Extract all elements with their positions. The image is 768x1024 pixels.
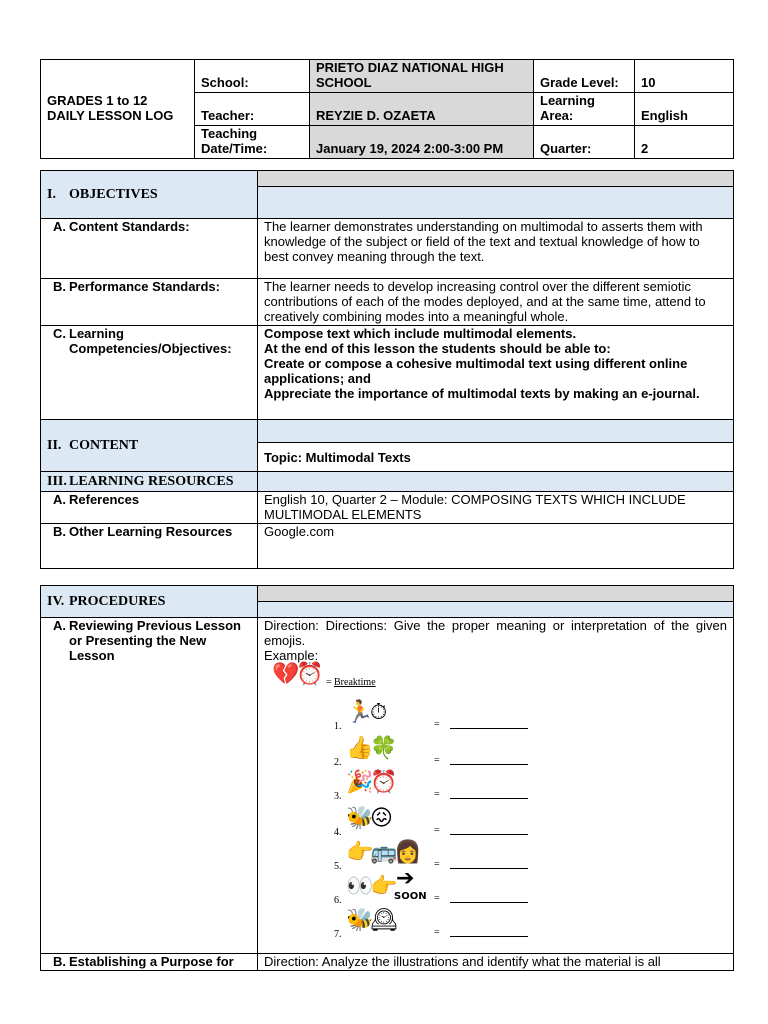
lesson-log-header-table — [40, 59, 734, 159]
objectives-table — [40, 170, 734, 569]
bee-icon: 🐝 — [346, 806, 374, 831]
quarter-value: 2 — [635, 126, 734, 159]
purpose-letter: B. — [53, 954, 66, 969]
objectives-strip — [258, 171, 734, 187]
content-standards-label-text: Content Standards: — [69, 219, 190, 234]
competencies-label — [41, 326, 258, 420]
review-lesson-label-text: Reviewing Previous Lesson or Presenting the New Lesson — [69, 618, 241, 663]
item-number-4: 4. — [334, 827, 342, 838]
procedures-blank — [258, 602, 734, 618]
answer-blank-3 — [450, 798, 528, 799]
answer-blank-2 — [450, 764, 528, 765]
bee-icon: 🐝 — [346, 908, 374, 933]
four-leaf-clover-icon: 🍀 — [370, 736, 398, 761]
competency-line-3: Create or compose a cohesive multimodal text using different online applications; and — [264, 356, 688, 386]
pointing-hand-icon: 👉 — [370, 874, 398, 899]
competency-line-1: Compose text which include multimodal elements. — [264, 326, 577, 341]
example-answer: Breaktime — [334, 677, 376, 688]
worried-face-icon: 😖 — [370, 806, 393, 831]
item-equals-2: = — [434, 755, 440, 766]
clock-icon: 🕰 — [370, 908, 398, 933]
other-resources-letter: B. — [53, 524, 66, 539]
content-numeral: II. — [47, 438, 62, 453]
procedures-heading-text: PROCEDURES — [69, 594, 166, 609]
content-topic: Topic: Multimodal Texts — [258, 443, 734, 472]
references-letter: A. — [53, 492, 66, 507]
competencies-label-text: Learning Competencies/Objectives: — [69, 326, 232, 356]
item-number-5: 5. — [334, 861, 342, 872]
content-heading — [41, 420, 258, 472]
item-equals-7: = — [434, 927, 440, 938]
pointing-hand-icon: 👉 — [346, 840, 374, 865]
resources-blank — [258, 472, 734, 492]
content-blank — [258, 420, 734, 443]
performance-standards-label — [41, 279, 258, 326]
resources-heading — [41, 472, 258, 492]
item-number-6: 6. — [334, 895, 342, 906]
school-label: School: — [195, 60, 310, 93]
references-label-text: References — [69, 492, 140, 507]
procedures-table — [40, 585, 734, 971]
grade-label: Grade Level: — [534, 60, 635, 93]
other-resources-label-text: Other Learning Resources — [69, 524, 233, 539]
content-standards-text: The learner demonstrates understanding on multimodal to asserts them with knowledge of the subject or field of the text and textual knowledge of how to best convey meaning through the text. — [258, 219, 734, 279]
review-lesson-content — [258, 618, 734, 954]
purpose-text: Direction: Analyze the illustrations and identify what the material is all — [258, 954, 734, 971]
objectives-heading-text: OBJECTIVES — [69, 187, 158, 202]
alarm-clock-icon: ⏰ — [296, 662, 324, 687]
content-standards-label — [41, 219, 258, 279]
purpose-label-text: Establishing a Purpose for — [69, 954, 234, 969]
party-popper-icon: 🎉 — [346, 770, 374, 795]
competency-line-2: At the end of this lesson the students should be able to: — [264, 341, 611, 356]
example-label: Example: — [264, 648, 319, 663]
item-equals-3: = — [434, 789, 440, 800]
example-equals: = — [326, 677, 332, 688]
lesson-log-title — [41, 60, 195, 159]
item-number-2: 2. — [334, 757, 342, 768]
title-line-1: GRADES 1 to 12 — [47, 93, 148, 108]
references-label — [41, 492, 258, 524]
performance-standards-letter: B. — [53, 279, 66, 294]
eyes-icon: 👀 — [346, 874, 374, 899]
answer-blank-7 — [450, 936, 528, 937]
area-label: Learning Area: — [534, 93, 635, 126]
answer-blank-4 — [450, 834, 528, 835]
item-number-3: 3. — [334, 791, 342, 802]
teacher-value: REYZIE D. OZAETA — [310, 93, 534, 126]
other-resources-label — [41, 524, 258, 569]
emoji-direction: Direction: Directions: Give the proper meaning or interpretation of the given emojis. — [264, 618, 727, 648]
item-equals-1: = — [434, 719, 440, 730]
competency-line-4: Appreciate the importance of multimodal texts by making an e-journal. — [264, 386, 700, 401]
resources-numeral: III. — [47, 474, 67, 489]
competencies-text — [258, 326, 734, 420]
bus-icon: 🚌 — [370, 840, 398, 865]
resources-heading-text: LEARNING RESOURCES — [69, 474, 234, 489]
answer-blank-5 — [450, 868, 528, 869]
procedures-strip — [258, 586, 734, 602]
objectives-blank — [258, 187, 734, 219]
running-person-icon: 🏃 — [346, 700, 374, 725]
content-standards-letter: A. — [53, 219, 66, 234]
teacher-label: Teacher: — [195, 93, 310, 126]
item-equals-5: = — [434, 859, 440, 870]
answer-blank-6 — [450, 902, 528, 903]
emoji-exercise — [264, 663, 727, 953]
review-lesson-letter: A. — [53, 618, 66, 633]
other-resources-text: Google.com — [258, 524, 734, 569]
title-line-2: DAILY LESSON LOG — [47, 108, 174, 123]
soon-label: SOON — [394, 891, 427, 902]
stopwatch-icon: ⏱ — [370, 700, 388, 725]
broken-heart-icon: 💔 — [272, 662, 300, 687]
answer-blank-1 — [450, 728, 528, 729]
procedures-heading — [41, 586, 258, 618]
performance-standards-text: The learner needs to develop increasing control over the different semiotic contributions of each of the modes deployed, and at the same time, attend to creatively combining modes into a meaningful whole. — [258, 279, 734, 326]
date-value: January 19, 2024 2:00-3:00 PM — [310, 126, 534, 159]
objectives-heading — [41, 171, 258, 219]
grade-value: 10 — [635, 60, 734, 93]
content-heading-text: CONTENT — [69, 438, 139, 453]
item-number-1: 1. — [334, 721, 342, 732]
alarm-clock-icon: ⏰ — [370, 770, 398, 795]
objectives-numeral: I. — [47, 187, 56, 202]
item-equals-4: = — [434, 825, 440, 836]
school-value: PRIETO DIAZ NATIONAL HIGH SCHOOL — [310, 60, 534, 93]
date-label: Teaching Date/Time: — [195, 126, 310, 159]
purpose-label — [41, 954, 258, 971]
area-value: English — [635, 93, 734, 126]
competencies-letter: C. — [53, 326, 66, 341]
soon-arrow-icon: ➔ — [396, 866, 415, 891]
item-equals-6: = — [434, 893, 440, 904]
quarter-label: Quarter: — [534, 126, 635, 159]
woman-face-icon: 👩 — [394, 840, 422, 865]
performance-standards-label-text: Performance Standards: — [69, 279, 220, 294]
review-lesson-label — [41, 618, 258, 954]
procedures-numeral: IV. — [47, 594, 65, 609]
references-text: English 10, Quarter 2 – Module: COMPOSING TEXTS WHICH INCLUDE MULTIMODAL ELEMENTS — [258, 492, 734, 524]
item-number-7: 7. — [334, 929, 342, 940]
thumbs-up-icon: 👍 — [346, 736, 374, 761]
